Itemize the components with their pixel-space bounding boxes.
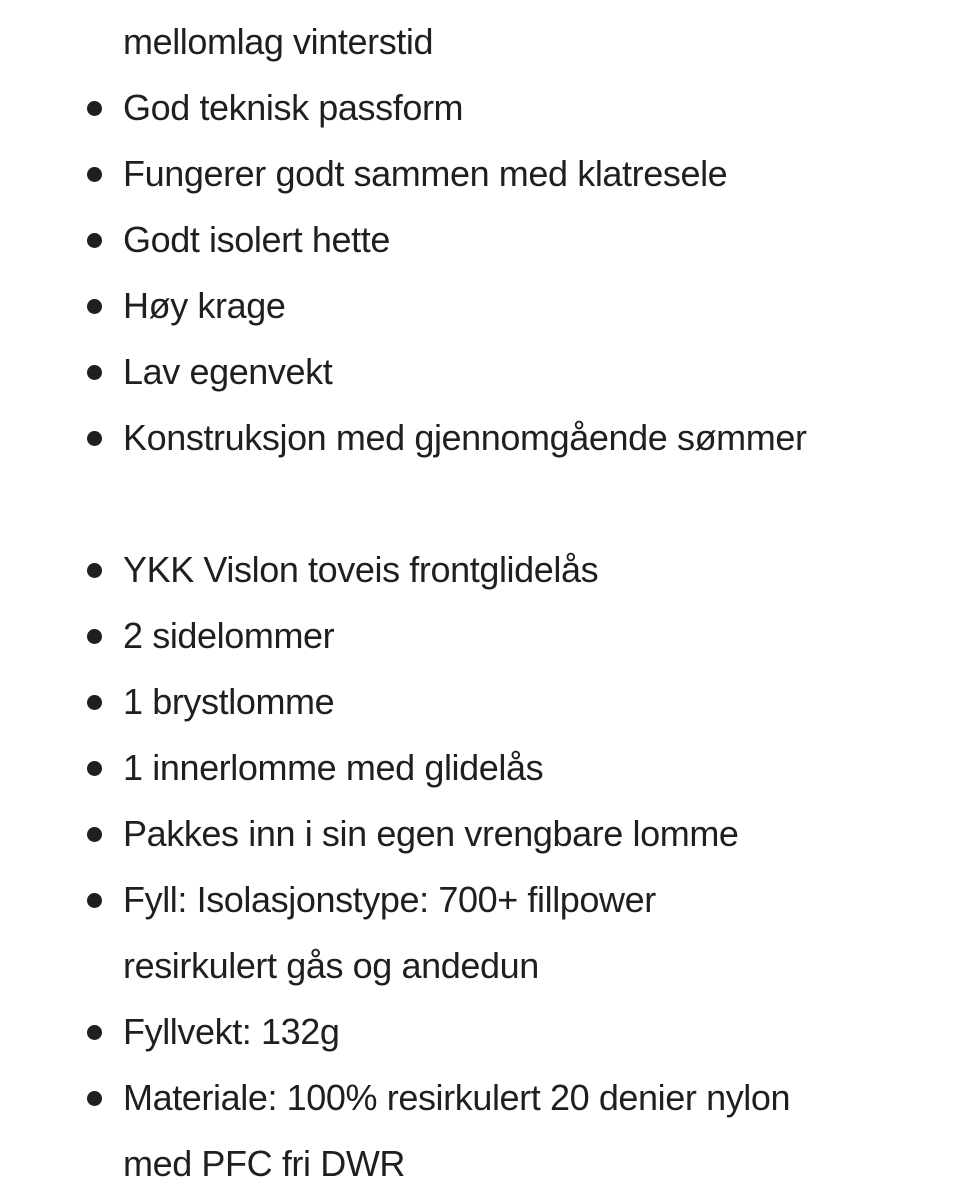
bullet-icon	[87, 695, 102, 710]
list-item	[0, 405, 960, 537]
list-item	[0, 867, 960, 999]
bullet-icon	[87, 233, 102, 248]
bullet-icon	[87, 299, 102, 314]
bullet-icon	[87, 827, 102, 842]
list-item-text: Konstruksjon med gjennomgående sømmer	[123, 417, 807, 458]
list-item-text: Pakkes inn i sin egen vrengbare lomme	[123, 813, 739, 854]
list-item-text: 1 brystlomme	[123, 681, 335, 722]
bullet-icon	[87, 629, 102, 644]
list-item-text: Godt isolert hette	[123, 219, 390, 260]
bullet-icon	[87, 101, 102, 116]
list-item	[0, 1065, 960, 1184]
list-item-text: Høy krage	[123, 285, 286, 326]
bullet-icon	[87, 1025, 102, 1040]
bullet-icon	[87, 431, 102, 446]
list-item-text: YKK Vislon toveis frontglidelås	[123, 549, 599, 590]
list-item-text: Fyllvekt: 132g	[123, 1011, 340, 1052]
bullet-icon	[87, 365, 102, 380]
bullet-icon	[87, 167, 102, 182]
bullet-icon	[87, 893, 102, 908]
list-item-continued-text: mellomlag vinterstid	[123, 21, 434, 62]
bullet-icon	[87, 761, 102, 776]
list-item-text: Lav egenvekt	[123, 351, 333, 392]
list-item-text: Fungerer godt sammen med klatresele	[123, 153, 728, 194]
bullet-icon	[87, 1091, 102, 1106]
list-item-text: 1 innerlomme med glidelås	[123, 747, 544, 788]
list-item-text: 2 sidelommer	[123, 615, 335, 656]
list-item-text: God teknisk passform	[123, 87, 464, 128]
list-item-text: Fyll: Isolasjonstype: 700+ fillpower resirkulert gås og andedun	[123, 879, 656, 986]
list-item-text: Materiale: 100% resirkulert 20 denier nylon med PFC fri DWR	[123, 1077, 791, 1184]
bullet-icon	[87, 563, 102, 578]
